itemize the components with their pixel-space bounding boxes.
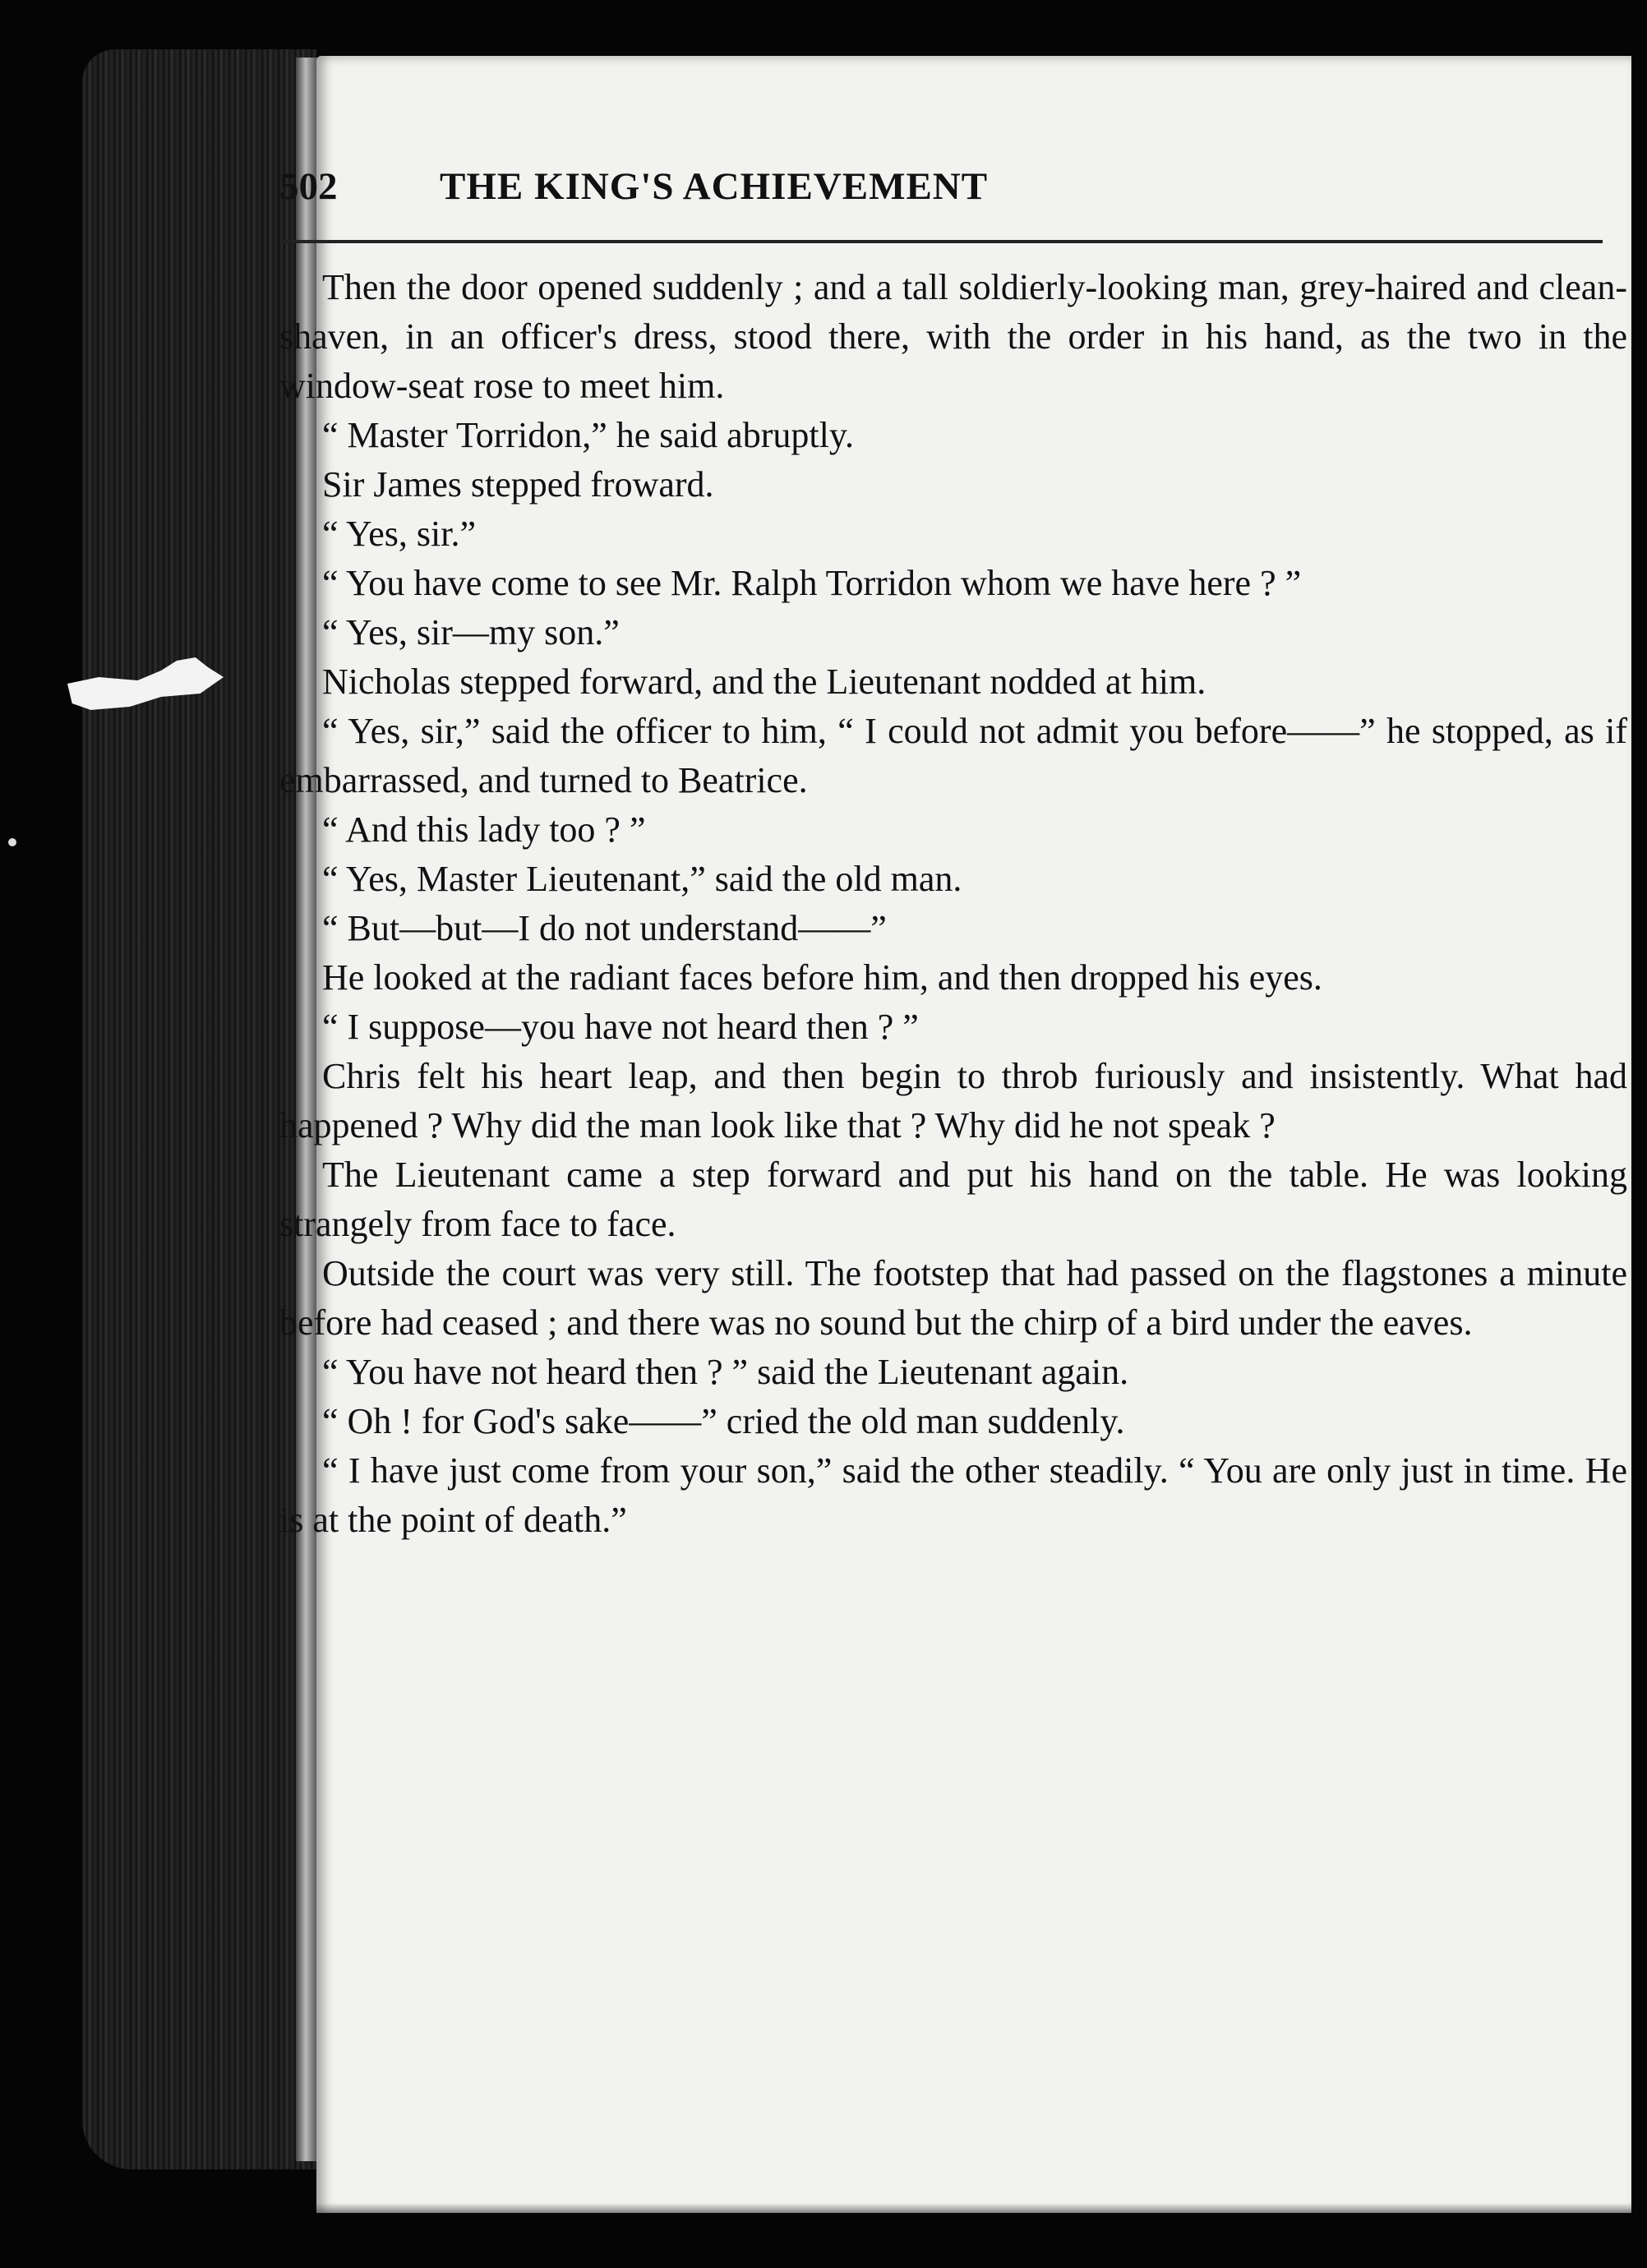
paragraph: Nicholas stepped forward, and the Lieutenant nodded at him. xyxy=(322,662,1206,702)
paragraph: “ But—but—I do not understand——” xyxy=(322,908,887,948)
paragraph: “ Yes, sir,” said the officer to him, “ I could not admit you before——” he stopped, as if embarrassed, and turned to Beatrice. xyxy=(279,711,1627,800)
paragraph: The Lieutenant came a step forward and put his hand on the table. He was looking strangely from face to face. xyxy=(279,1155,1627,1244)
paragraph: “ And this lady too ? ” xyxy=(322,809,646,850)
paragraph: “ Master Torridon,” he said abruptly. xyxy=(322,415,854,455)
page-header xyxy=(279,164,1647,222)
paragraph: “ Yes, Master Lieutenant,” said the old man. xyxy=(322,859,962,899)
paragraph: He looked at the radiant faces before him, and then dropped his eyes. xyxy=(322,957,1322,998)
paragraph: “ I have just come from your son,” said the other steadily. “ You are only just in time. He is at the point of death.” xyxy=(279,1450,1627,1540)
page-number: 502 xyxy=(279,165,338,208)
paragraph: “ You have not heard then ? ” said the Lieutenant again. xyxy=(322,1352,1129,1392)
paragraph: Then the door opened suddenly ; and a tall soldierly-looking man, grey-haired and clean-shaven, in an officer's dress, stood there, with the order in his hand, as the two in the window-seat rose to meet him. xyxy=(279,267,1627,406)
paragraph: “ Yes, sir.” xyxy=(322,514,477,554)
running-title: THE KING'S ACHIEVEMENT xyxy=(440,165,989,208)
header-rule xyxy=(279,240,1603,243)
paragraph: Chris felt his heart leap, and then begin to throb furiously and insistently. What had happened ? Why did the man look like that ? Why did he not speak ? xyxy=(279,1056,1627,1146)
paragraph: Outside the court was very still. The footstep that had passed on the flagstones a minute before had ceased ; and there was no sound but the chirp of a bird under the eaves. xyxy=(279,1253,1627,1343)
paragraph: Sir James stepped froward. xyxy=(322,464,714,505)
paragraph: “ I suppose—you have not heard then ? ” xyxy=(322,1007,919,1047)
scan-speck xyxy=(8,838,16,846)
paragraph: “ You have come to see Mr. Ralph Torridon whom we have here ? ” xyxy=(322,563,1302,603)
paragraph: “ Oh ! for God's sake——” cried the old man suddenly. xyxy=(322,1401,1125,1441)
paragraph: “ Yes, sir—my son.” xyxy=(322,612,620,652)
body-text xyxy=(279,263,1627,1545)
